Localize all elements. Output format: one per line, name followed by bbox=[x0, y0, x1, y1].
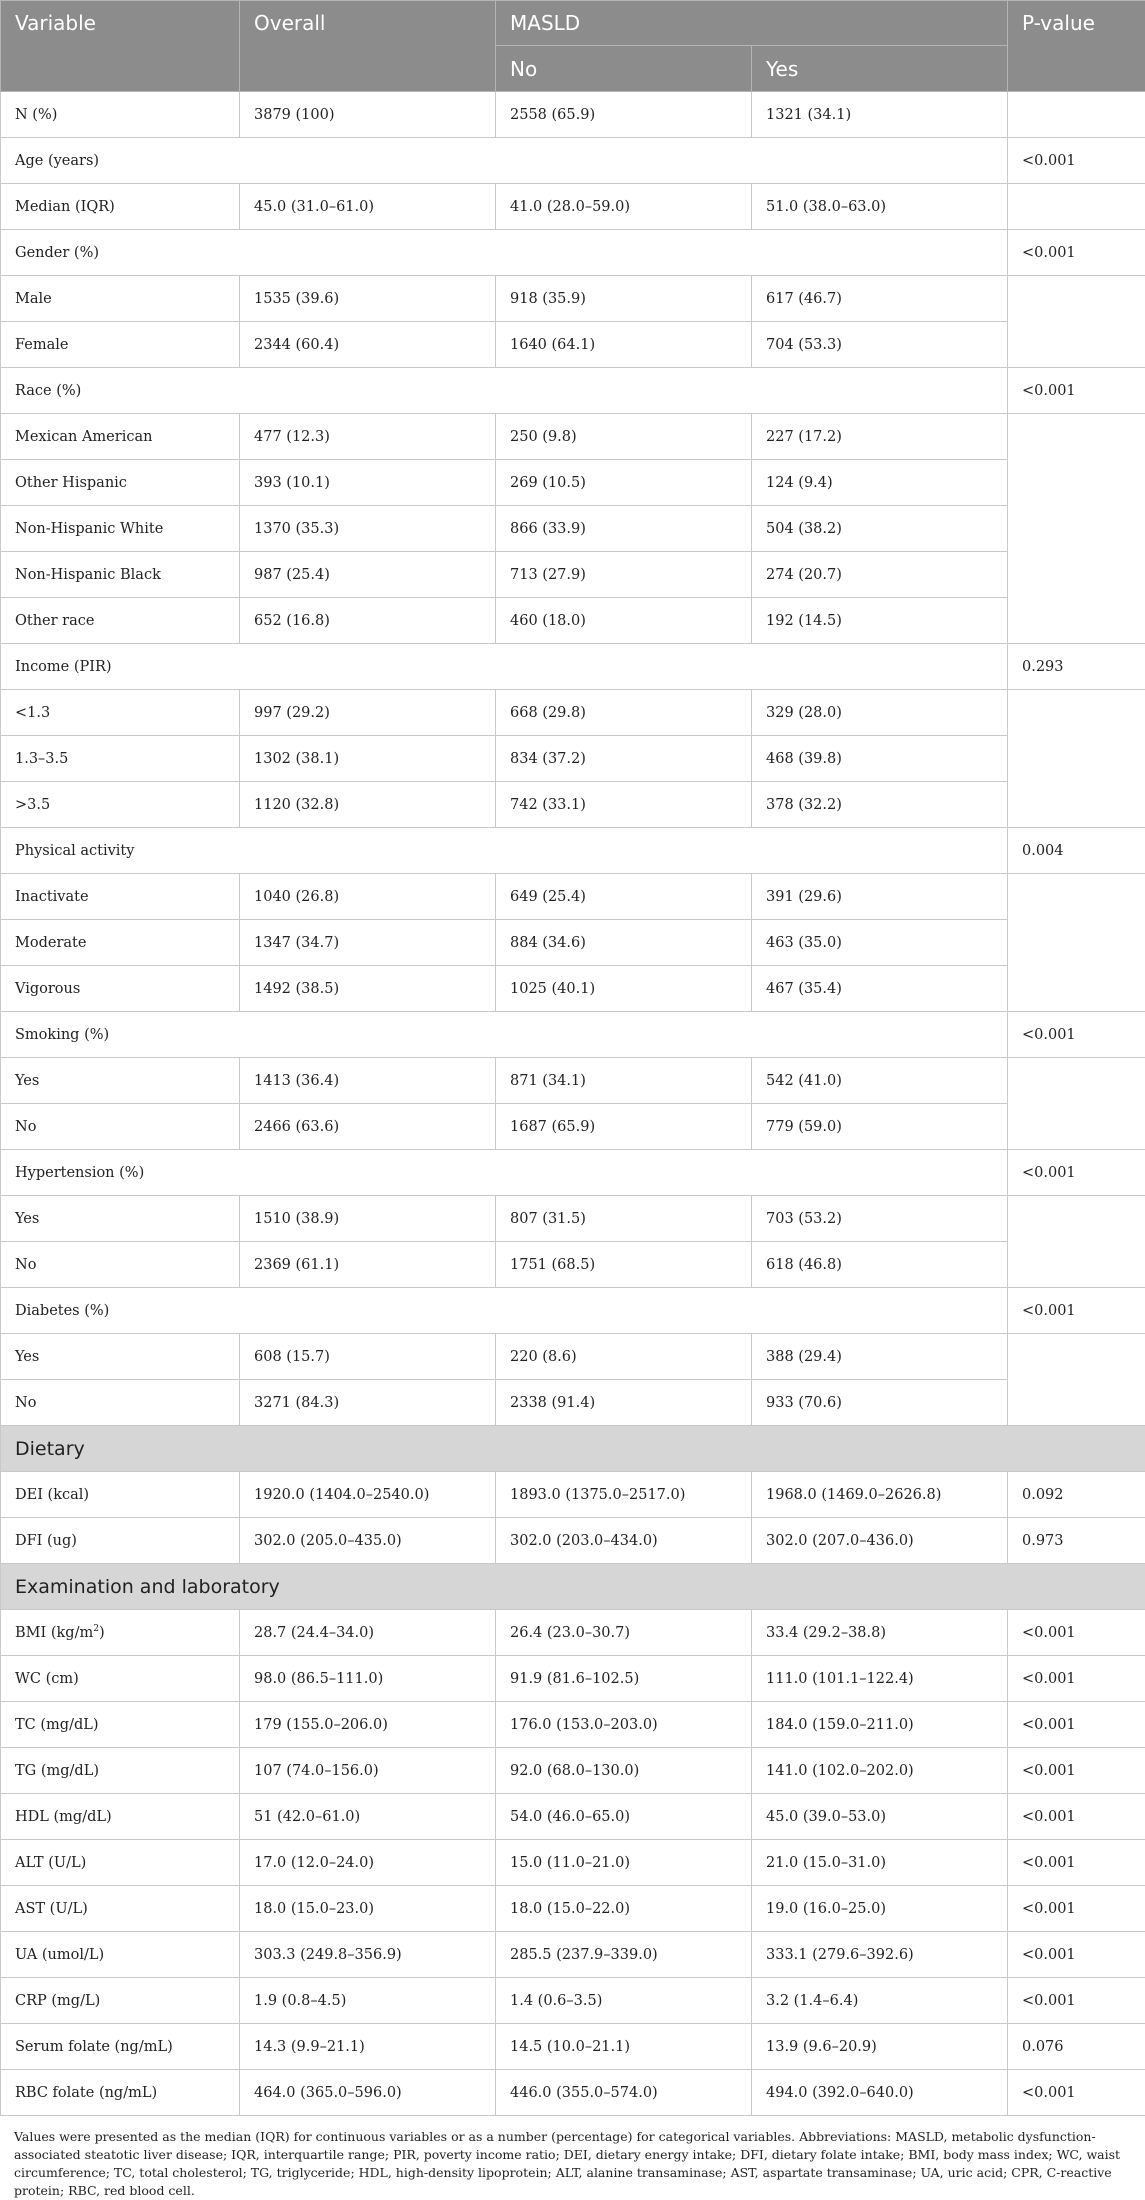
masld-yes-cell: 111.0 (101.1–122.4) bbox=[752, 1656, 1008, 1702]
overall-cell: 303.3 (249.8–356.9) bbox=[240, 1932, 496, 1978]
p-value-cell: <0.001 bbox=[1008, 230, 1145, 276]
masld-no-cell: 668 (29.8) bbox=[496, 690, 752, 736]
table-row bbox=[1, 322, 1145, 368]
row-label-text: Inactivate bbox=[15, 889, 89, 905]
overall-cell: 1370 (35.3) bbox=[240, 506, 496, 552]
masld-yes-cell: 704 (53.3) bbox=[752, 322, 1008, 368]
section-row bbox=[1, 1564, 1145, 1610]
p-value-cell bbox=[1008, 1058, 1145, 1150]
group-row bbox=[1, 138, 1145, 184]
row-label bbox=[1, 1748, 240, 1794]
header-variable: Variable bbox=[1, 1, 240, 92]
p-value-cell: 0.076 bbox=[1008, 2024, 1145, 2070]
row-label-text: WC (cm) bbox=[15, 1671, 79, 1687]
row-label-text: Non-Hispanic Black bbox=[15, 567, 161, 583]
header-overall: Overall bbox=[240, 1, 496, 92]
masld-no-cell: 460 (18.0) bbox=[496, 598, 752, 644]
table-row bbox=[1, 1702, 1145, 1748]
group-label: Gender (%) bbox=[1, 230, 1008, 276]
row-label-text: <1.3 bbox=[15, 705, 50, 721]
p-value-cell: 0.092 bbox=[1008, 1472, 1145, 1518]
row-label-text: CRP (mg/L) bbox=[15, 1993, 100, 2009]
overall-cell: 1920.0 (1404.0–2540.0) bbox=[240, 1472, 496, 1518]
row-label-text: RBC folate (ng/mL) bbox=[15, 2085, 157, 2101]
masld-no-cell: 1893.0 (1375.0–2517.0) bbox=[496, 1472, 752, 1518]
row-label bbox=[1, 1196, 240, 1242]
group-label: Hypertension (%) bbox=[1, 1150, 1008, 1196]
overall-cell: 179 (155.0–206.0) bbox=[240, 1702, 496, 1748]
header-masld: MASLD bbox=[496, 1, 1008, 46]
section-title: Dietary bbox=[1, 1426, 1145, 1472]
row-label bbox=[1, 276, 240, 322]
row-label-text: BMI (kg/m bbox=[15, 1625, 93, 1641]
header-pvalue: P-value bbox=[1008, 1, 1145, 92]
row-label-text: 1.3–3.5 bbox=[15, 751, 68, 767]
row-label-text: Serum folate (ng/mL) bbox=[15, 2039, 173, 2055]
p-value-cell: <0.001 bbox=[1008, 2070, 1145, 2116]
row-label bbox=[1, 1656, 240, 1702]
p-value-cell: <0.001 bbox=[1008, 1886, 1145, 1932]
overall-cell: 302.0 (205.0–435.0) bbox=[240, 1518, 496, 1564]
masld-yes-cell: 542 (41.0) bbox=[752, 1058, 1008, 1104]
masld-yes-cell: 618 (46.8) bbox=[752, 1242, 1008, 1288]
masld-no-cell: 54.0 (46.0–65.0) bbox=[496, 1794, 752, 1840]
table-row bbox=[1, 552, 1145, 598]
masld-no-cell: 807 (31.5) bbox=[496, 1196, 752, 1242]
header-no: No bbox=[496, 46, 752, 92]
masld-yes-cell: 51.0 (38.0–63.0) bbox=[752, 184, 1008, 230]
group-row bbox=[1, 1288, 1145, 1334]
table-row bbox=[1, 1610, 1145, 1656]
row-label-text: Moderate bbox=[15, 935, 86, 951]
row-label bbox=[1, 322, 240, 368]
p-value-cell bbox=[1008, 1334, 1145, 1426]
masld-no-cell: 713 (27.9) bbox=[496, 552, 752, 598]
overall-cell: 608 (15.7) bbox=[240, 1334, 496, 1380]
masld-yes-cell: 933 (70.6) bbox=[752, 1380, 1008, 1426]
masld-no-cell: 26.4 (23.0–30.7) bbox=[496, 1610, 752, 1656]
table-row bbox=[1, 2070, 1145, 2116]
table-row bbox=[1, 1472, 1145, 1518]
masld-yes-cell: 3.2 (1.4–6.4) bbox=[752, 1978, 1008, 2024]
masld-no-cell: 269 (10.5) bbox=[496, 460, 752, 506]
header-yes: Yes bbox=[752, 46, 1008, 92]
table-row bbox=[1, 920, 1145, 966]
overall-cell: 45.0 (31.0–61.0) bbox=[240, 184, 496, 230]
overall-cell: 652 (16.8) bbox=[240, 598, 496, 644]
row-label-text: No bbox=[15, 1395, 36, 1411]
row-label bbox=[1, 1334, 240, 1380]
table-row bbox=[1, 1058, 1145, 1104]
p-value-cell: 0.973 bbox=[1008, 1518, 1145, 1564]
masld-no-cell: 92.0 (68.0–130.0) bbox=[496, 1748, 752, 1794]
masld-yes-cell: 13.9 (9.6–20.9) bbox=[752, 2024, 1008, 2070]
row-label-text: Other Hispanic bbox=[15, 475, 127, 491]
p-value-cell: <0.001 bbox=[1008, 1702, 1145, 1748]
section-row bbox=[1, 1426, 1145, 1472]
masld-yes-cell: 274 (20.7) bbox=[752, 552, 1008, 598]
row-label bbox=[1, 1886, 240, 1932]
table-row bbox=[1, 782, 1145, 828]
p-value-cell bbox=[1008, 874, 1145, 1012]
row-label-text: No bbox=[15, 1257, 36, 1273]
p-value-cell: <0.001 bbox=[1008, 1288, 1145, 1334]
table-row bbox=[1, 736, 1145, 782]
masld-no-cell: 14.5 (10.0–21.1) bbox=[496, 2024, 752, 2070]
group-label: Smoking (%) bbox=[1, 1012, 1008, 1058]
p-value-cell: <0.001 bbox=[1008, 1932, 1145, 1978]
masld-yes-cell: 19.0 (16.0–25.0) bbox=[752, 1886, 1008, 1932]
row-label-superscript: 2 bbox=[93, 1624, 99, 1634]
section-title: Examination and laboratory bbox=[1, 1564, 1145, 1610]
overall-cell: 393 (10.1) bbox=[240, 460, 496, 506]
overall-cell: 3879 (100) bbox=[240, 92, 496, 138]
group-row bbox=[1, 1150, 1145, 1196]
table-row bbox=[1, 1886, 1145, 1932]
masld-no-cell: 1025 (40.1) bbox=[496, 966, 752, 1012]
masld-no-cell: 302.0 (203.0–434.0) bbox=[496, 1518, 752, 1564]
overall-cell: 1510 (38.9) bbox=[240, 1196, 496, 1242]
table-row bbox=[1, 1242, 1145, 1288]
table-footnote: Values were presented as the median (IQR) for continuous variables or as a number (percentage) for categorical variables. Abbreviations: MASLD, metabolic dysfunction-associated steatotic liver disease; IQR, interquartile range; PIR, poverty income ratio; DEI, dietary energy intake; DFI, dietary folate intake; BMI, body mass index; WC, waist circumference; TC, total cholesterol; TG, triglyceride; HDL, high-density lipoprotein; ALT, alanine transaminase; AST, aspartate transaminase; UA, uric acid; CPR, C-reactive protein; RBC, red blood cell. bbox=[0, 2116, 1145, 2200]
overall-cell: 14.3 (9.9–21.1) bbox=[240, 2024, 496, 2070]
table-row bbox=[1, 2024, 1145, 2070]
table-row bbox=[1, 414, 1145, 460]
row-label bbox=[1, 184, 240, 230]
masld-yes-cell: 617 (46.7) bbox=[752, 276, 1008, 322]
table-row bbox=[1, 1656, 1145, 1702]
p-value-cell: 0.293 bbox=[1008, 644, 1145, 690]
overall-cell: 1347 (34.7) bbox=[240, 920, 496, 966]
row-label bbox=[1, 598, 240, 644]
row-label bbox=[1, 1242, 240, 1288]
overall-cell: 1535 (39.6) bbox=[240, 276, 496, 322]
row-label-text: No bbox=[15, 1119, 36, 1135]
row-label bbox=[1, 1058, 240, 1104]
overall-cell: 1040 (26.8) bbox=[240, 874, 496, 920]
row-label bbox=[1, 460, 240, 506]
overall-cell: 18.0 (15.0–23.0) bbox=[240, 1886, 496, 1932]
row-label bbox=[1, 690, 240, 736]
masld-no-cell: 1640 (64.1) bbox=[496, 322, 752, 368]
masld-yes-cell: 779 (59.0) bbox=[752, 1104, 1008, 1150]
masld-no-cell: 41.0 (28.0–59.0) bbox=[496, 184, 752, 230]
overall-cell: 1492 (38.5) bbox=[240, 966, 496, 1012]
row-label-text: Mexican American bbox=[15, 429, 152, 445]
row-label-text: Male bbox=[15, 291, 52, 307]
row-label-text: Non-Hispanic White bbox=[15, 521, 163, 537]
row-label-text: UA (umol/L) bbox=[15, 1947, 104, 1963]
masld-yes-cell: 302.0 (207.0–436.0) bbox=[752, 1518, 1008, 1564]
masld-yes-cell: 141.0 (102.0–202.0) bbox=[752, 1748, 1008, 1794]
overall-cell: 2344 (60.4) bbox=[240, 322, 496, 368]
masld-no-cell: 15.0 (11.0–21.0) bbox=[496, 1840, 752, 1886]
p-value-cell: <0.001 bbox=[1008, 368, 1145, 414]
overall-cell: 3271 (84.3) bbox=[240, 1380, 496, 1426]
row-label-text: Vigorous bbox=[15, 981, 80, 997]
masld-yes-cell: 33.4 (29.2–38.8) bbox=[752, 1610, 1008, 1656]
row-label-text: Yes bbox=[15, 1349, 39, 1365]
row-label-text: TG (mg/dL) bbox=[15, 1763, 99, 1779]
row-label-text: Yes bbox=[15, 1211, 39, 1227]
overall-cell: 28.7 (24.4–34.0) bbox=[240, 1610, 496, 1656]
masld-no-cell: 91.9 (81.6–102.5) bbox=[496, 1656, 752, 1702]
masld-yes-cell: 333.1 (279.6–392.6) bbox=[752, 1932, 1008, 1978]
group-row bbox=[1, 368, 1145, 414]
row-label-text: HDL (mg/dL) bbox=[15, 1809, 112, 1825]
masld-yes-cell: 391 (29.6) bbox=[752, 874, 1008, 920]
masld-no-cell: 18.0 (15.0–22.0) bbox=[496, 1886, 752, 1932]
row-label-text: Female bbox=[15, 337, 68, 353]
masld-no-cell: 220 (8.6) bbox=[496, 1334, 752, 1380]
table-row bbox=[1, 1334, 1145, 1380]
p-value-cell: <0.001 bbox=[1008, 1748, 1145, 1794]
overall-cell: 1.9 (0.8–4.5) bbox=[240, 1978, 496, 2024]
masld-yes-cell: 463 (35.0) bbox=[752, 920, 1008, 966]
masld-yes-cell: 467 (35.4) bbox=[752, 966, 1008, 1012]
row-label bbox=[1, 782, 240, 828]
overall-cell: 2466 (63.6) bbox=[240, 1104, 496, 1150]
table-row bbox=[1, 506, 1145, 552]
masld-yes-cell: 1321 (34.1) bbox=[752, 92, 1008, 138]
table-row bbox=[1, 598, 1145, 644]
table-row bbox=[1, 1978, 1145, 2024]
row-label bbox=[1, 1932, 240, 1978]
row-label-text: ALT (U/L) bbox=[15, 1855, 86, 1871]
p-value-cell: <0.001 bbox=[1008, 1150, 1145, 1196]
masld-yes-cell: 504 (38.2) bbox=[752, 506, 1008, 552]
masld-yes-cell: 703 (53.2) bbox=[752, 1196, 1008, 1242]
row-label-text: AST (U/L) bbox=[15, 1901, 88, 1917]
row-label-text: Other race bbox=[15, 613, 94, 629]
row-label bbox=[1, 2024, 240, 2070]
table-row bbox=[1, 690, 1145, 736]
table-row bbox=[1, 1104, 1145, 1150]
masld-no-cell: 918 (35.9) bbox=[496, 276, 752, 322]
group-row bbox=[1, 644, 1145, 690]
table-body bbox=[1, 92, 1145, 2116]
masld-yes-cell: 388 (29.4) bbox=[752, 1334, 1008, 1380]
row-label bbox=[1, 920, 240, 966]
group-label: Physical activity bbox=[1, 828, 1008, 874]
masld-yes-cell: 1968.0 (1469.0–2626.8) bbox=[752, 1472, 1008, 1518]
masld-no-cell: 866 (33.9) bbox=[496, 506, 752, 552]
masld-yes-cell: 192 (14.5) bbox=[752, 598, 1008, 644]
overall-cell: 464.0 (365.0–596.0) bbox=[240, 2070, 496, 2116]
table-header bbox=[1, 1, 1145, 92]
overall-cell: 51 (42.0–61.0) bbox=[240, 1794, 496, 1840]
row-label bbox=[1, 2070, 240, 2116]
masld-no-cell: 176.0 (153.0–203.0) bbox=[496, 1702, 752, 1748]
table-row bbox=[1, 966, 1145, 1012]
table-row bbox=[1, 184, 1145, 230]
row-label-text: DEI (kcal) bbox=[15, 1487, 89, 1503]
masld-no-cell: 1.4 (0.6–3.5) bbox=[496, 1978, 752, 2024]
p-value-cell: <0.001 bbox=[1008, 1656, 1145, 1702]
masld-yes-cell: 378 (32.2) bbox=[752, 782, 1008, 828]
row-label bbox=[1, 1518, 240, 1564]
masld-yes-cell: 494.0 (392.0–640.0) bbox=[752, 2070, 1008, 2116]
table-row bbox=[1, 1380, 1145, 1426]
table-row bbox=[1, 92, 1145, 138]
p-value-cell: <0.001 bbox=[1008, 1012, 1145, 1058]
table-row bbox=[1, 1840, 1145, 1886]
table-row bbox=[1, 1748, 1145, 1794]
table-row bbox=[1, 1794, 1145, 1840]
masld-yes-cell: 468 (39.8) bbox=[752, 736, 1008, 782]
row-label-text: Yes bbox=[15, 1073, 39, 1089]
row-label bbox=[1, 1794, 240, 1840]
row-label bbox=[1, 1840, 240, 1886]
overall-cell: 477 (12.3) bbox=[240, 414, 496, 460]
p-value-cell bbox=[1008, 690, 1145, 828]
p-value-cell: 0.004 bbox=[1008, 828, 1145, 874]
p-value-cell bbox=[1008, 414, 1145, 644]
masld-no-cell: 250 (9.8) bbox=[496, 414, 752, 460]
masld-no-cell: 285.5 (237.9–339.0) bbox=[496, 1932, 752, 1978]
group-label: Race (%) bbox=[1, 368, 1008, 414]
row-label-text: TC (mg/dL) bbox=[15, 1717, 99, 1733]
masld-yes-cell: 184.0 (159.0–211.0) bbox=[752, 1702, 1008, 1748]
row-label bbox=[1, 874, 240, 920]
p-value-cell: <0.001 bbox=[1008, 1794, 1145, 1840]
overall-cell: 107 (74.0–156.0) bbox=[240, 1748, 496, 1794]
p-value-cell: <0.001 bbox=[1008, 1610, 1145, 1656]
masld-yes-cell: 45.0 (39.0–53.0) bbox=[752, 1794, 1008, 1840]
p-value-cell: <0.001 bbox=[1008, 1978, 1145, 2024]
masld-no-cell: 2558 (65.9) bbox=[496, 92, 752, 138]
group-label: Diabetes (%) bbox=[1, 1288, 1008, 1334]
masld-yes-cell: 227 (17.2) bbox=[752, 414, 1008, 460]
row-label-suffix: ) bbox=[99, 1625, 105, 1641]
masld-yes-cell: 329 (28.0) bbox=[752, 690, 1008, 736]
masld-no-cell: 446.0 (355.0–574.0) bbox=[496, 2070, 752, 2116]
row-label bbox=[1, 552, 240, 598]
p-value-cell bbox=[1008, 184, 1145, 230]
masld-no-cell: 2338 (91.4) bbox=[496, 1380, 752, 1426]
p-value-cell bbox=[1008, 92, 1145, 138]
masld-no-cell: 742 (33.1) bbox=[496, 782, 752, 828]
masld-no-cell: 1687 (65.9) bbox=[496, 1104, 752, 1150]
row-label-text: >3.5 bbox=[15, 797, 50, 813]
row-label-text: Median (IQR) bbox=[15, 199, 115, 215]
masld-no-cell: 834 (37.2) bbox=[496, 736, 752, 782]
table-row bbox=[1, 874, 1145, 920]
group-label: Income (PIR) bbox=[1, 644, 1008, 690]
overall-cell: 98.0 (86.5–111.0) bbox=[240, 1656, 496, 1702]
overall-cell: 997 (29.2) bbox=[240, 690, 496, 736]
row-label-text: N (%) bbox=[15, 107, 57, 123]
row-label bbox=[1, 1104, 240, 1150]
row-label bbox=[1, 1610, 240, 1656]
group-row bbox=[1, 828, 1145, 874]
p-value-cell: <0.001 bbox=[1008, 1840, 1145, 1886]
p-value-cell bbox=[1008, 1196, 1145, 1288]
group-row bbox=[1, 1012, 1145, 1058]
row-label bbox=[1, 736, 240, 782]
table-row bbox=[1, 460, 1145, 506]
row-label bbox=[1, 1380, 240, 1426]
overall-cell: 1413 (36.4) bbox=[240, 1058, 496, 1104]
row-label bbox=[1, 966, 240, 1012]
masld-no-cell: 884 (34.6) bbox=[496, 920, 752, 966]
table-row bbox=[1, 276, 1145, 322]
table-row bbox=[1, 1518, 1145, 1564]
row-label-text: DFI (ug) bbox=[15, 1533, 77, 1549]
masld-yes-cell: 21.0 (15.0–31.0) bbox=[752, 1840, 1008, 1886]
overall-cell: 987 (25.4) bbox=[240, 552, 496, 598]
masld-no-cell: 871 (34.1) bbox=[496, 1058, 752, 1104]
group-row bbox=[1, 230, 1145, 276]
table-row bbox=[1, 1932, 1145, 1978]
masld-no-cell: 649 (25.4) bbox=[496, 874, 752, 920]
row-label bbox=[1, 414, 240, 460]
row-label bbox=[1, 1702, 240, 1748]
overall-cell: 17.0 (12.0–24.0) bbox=[240, 1840, 496, 1886]
row-label bbox=[1, 1978, 240, 2024]
masld-no-cell: 1751 (68.5) bbox=[496, 1242, 752, 1288]
row-label bbox=[1, 506, 240, 552]
row-label bbox=[1, 1472, 240, 1518]
group-label: Age (years) bbox=[1, 138, 1008, 184]
overall-cell: 2369 (61.1) bbox=[240, 1242, 496, 1288]
masld-yes-cell: 124 (9.4) bbox=[752, 460, 1008, 506]
table-row bbox=[1, 1196, 1145, 1242]
overall-cell: 1302 (38.1) bbox=[240, 736, 496, 782]
row-label bbox=[1, 92, 240, 138]
overall-cell: 1120 (32.8) bbox=[240, 782, 496, 828]
p-value-cell bbox=[1008, 276, 1145, 368]
p-value-cell: <0.001 bbox=[1008, 138, 1145, 184]
